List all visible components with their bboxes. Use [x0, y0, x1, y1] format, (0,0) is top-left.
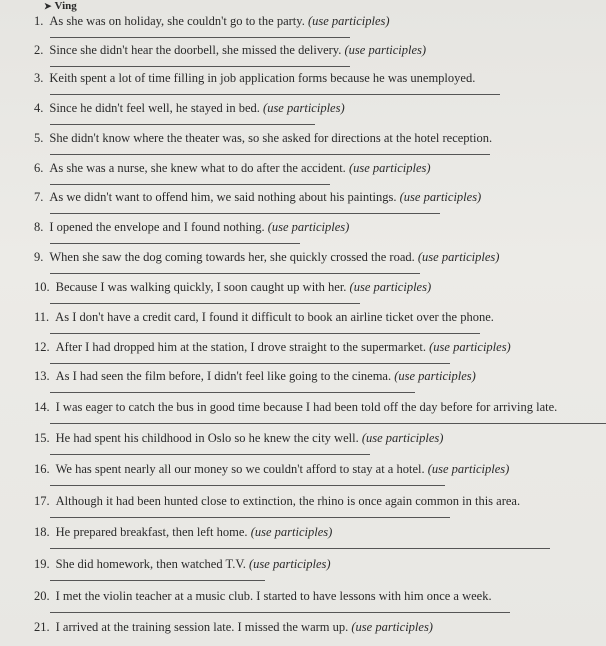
exercise-sentence: Since she didn't hear the doorbell, she missed the delivery.: [49, 43, 342, 57]
exercise-number: 9.: [34, 250, 44, 264]
exercise-item: [34, 431, 604, 445]
exercise-number: 18.: [34, 525, 50, 539]
answer-line[interactable]: [50, 303, 360, 304]
exercise-item: [34, 589, 604, 603]
answer-line[interactable]: [50, 363, 450, 364]
exercise-hint: (use participles): [417, 250, 500, 264]
exercise-sentence: Keith spent a lot of time filling in job application forms because he was unemployed.: [49, 71, 476, 85]
exercise-hint: (use participles): [351, 620, 433, 634]
exercise-number: 2.: [34, 43, 44, 57]
exercise-number: 19.: [34, 557, 50, 571]
answer-line[interactable]: [50, 392, 415, 393]
exercise-number: 20.: [34, 589, 50, 603]
exercise-item: [34, 400, 604, 414]
exercise-number: 11.: [34, 310, 50, 324]
exercise-item: [34, 14, 604, 28]
exercise-number: 13.: [34, 369, 50, 383]
answer-line[interactable]: [50, 517, 450, 518]
exercise-item: [34, 101, 604, 115]
exercise-item: [34, 43, 604, 57]
exercise-hint: (use participles): [429, 340, 511, 354]
exercise-hint: (use participles): [348, 161, 431, 175]
exercise-hint: (use participles): [399, 190, 482, 204]
exercise-hint: (use participles): [263, 101, 345, 115]
exercise-number: 8.: [34, 220, 44, 234]
exercise-sentence: As I had seen the film before, I didn't feel like going to the cinema.: [55, 369, 392, 383]
answer-line[interactable]: [50, 124, 315, 125]
answer-line[interactable]: [50, 154, 490, 155]
exercise-number: 17.: [34, 494, 50, 508]
answer-line[interactable]: [50, 37, 350, 38]
exercise-item: [34, 557, 604, 571]
exercise-item: [34, 340, 604, 354]
exercise-item: [34, 369, 604, 383]
exercise-sentence: She didn't know where the theater was, so she asked for directions at the hotel reception.: [49, 131, 493, 145]
exercise-sentence: I was eager to catch the bus in good time because I had been told off the day before for arriving late.: [55, 400, 558, 414]
exercise-sentence: As she was a nurse, she knew what to do after the accident.: [49, 161, 346, 175]
answer-line[interactable]: [50, 612, 510, 613]
exercise-item: [34, 310, 604, 324]
exercise-item: [34, 494, 604, 508]
exercise-hint: (use participles): [344, 43, 427, 57]
answer-line[interactable]: [50, 66, 350, 67]
worksheet-title: Ving: [54, 0, 77, 12]
header: [44, 0, 77, 12]
exercise-sentence: I arrived at the training session late. I missed the warm up.: [55, 620, 349, 634]
exercise-number: 6.: [34, 161, 44, 175]
exercise-sentence: As she was on holiday, she couldn't go to the party.: [49, 14, 305, 28]
exercise-number: 21.: [34, 620, 50, 634]
exercise-number: 15.: [34, 431, 50, 445]
answer-line[interactable]: [50, 243, 300, 244]
exercise-sentence: He had spent his childhood in Oslo so he knew the city well.: [55, 431, 359, 445]
exercise-hint: (use participles): [427, 462, 510, 476]
arrow-icon: ➤: [44, 0, 52, 11]
answer-line[interactable]: [50, 273, 420, 274]
answer-line[interactable]: [50, 423, 606, 424]
answer-line[interactable]: [50, 548, 550, 549]
exercise-hint: (use participles): [307, 14, 390, 28]
exercise-sentence: I opened the envelope and I found nothing.: [49, 220, 265, 234]
exercise-number: 12.: [34, 340, 50, 354]
exercise-number: 1.: [34, 14, 44, 28]
exercise-item: [34, 220, 604, 234]
exercise-number: 3.: [34, 71, 44, 85]
exercise-item: [34, 250, 604, 264]
answer-line[interactable]: [50, 213, 440, 214]
exercise-number: 7.: [34, 190, 44, 204]
exercise-sentence: As we didn't want to offend him, we said nothing about his paintings.: [49, 190, 397, 204]
exercise-item: [34, 71, 604, 85]
answer-line[interactable]: [50, 333, 480, 334]
exercise-sentence: When she saw the dog coming towards her, she quickly crossed the road.: [49, 250, 415, 264]
exercise-hint: (use participles): [267, 220, 350, 234]
exercise-hint: (use participles): [394, 369, 476, 383]
exercise-item: [34, 620, 604, 634]
exercise-sentence: She did homework, then watched T.V.: [55, 557, 246, 571]
exercise-hint: (use participles): [349, 280, 432, 294]
exercise-number: 14.: [34, 400, 50, 414]
exercise-item: [34, 462, 604, 476]
exercise-sentence: Because I was walking quickly, I soon caught up with her.: [55, 280, 347, 294]
answer-line[interactable]: [50, 94, 500, 95]
exercise-item: [34, 131, 604, 145]
exercise-hint: (use participles): [249, 557, 331, 571]
exercise-item: [34, 161, 604, 175]
exercise-hint: (use participles): [361, 431, 444, 445]
exercise-number: 16.: [34, 462, 50, 476]
answer-line[interactable]: [50, 580, 265, 581]
exercise-number: 4.: [34, 101, 44, 115]
exercise-hint: (use participles): [250, 525, 333, 539]
exercise-number: 5.: [34, 131, 44, 145]
answer-line[interactable]: [50, 485, 445, 486]
exercise-item: [34, 525, 604, 539]
exercise-sentence: I met the violin teacher at a music club. I started to have lessons with him once a week.: [55, 589, 492, 603]
exercise-sentence: After I had dropped him at the station, I drove straight to the supermarket.: [55, 340, 427, 354]
exercise-sentence: We has spent nearly all our money so we couldn't afford to stay at a hotel.: [55, 462, 425, 476]
exercise-item: [34, 280, 604, 294]
exercise-number: 10.: [34, 280, 50, 294]
exercise-sentence: Although it had been hunted close to extinction, the rhino is once again common in this area.: [55, 494, 521, 508]
exercise-item: [34, 190, 604, 204]
exercise-sentence: As I don't have a credit card, I found it difficult to book an airline ticket over the phone.: [55, 310, 494, 324]
exercise-sentence: He prepared breakfast, then left home.: [55, 525, 248, 539]
answer-line[interactable]: [50, 184, 330, 185]
exercise-sentence: Since he didn't feel well, he stayed in bed.: [49, 101, 260, 115]
answer-line[interactable]: [50, 454, 370, 455]
